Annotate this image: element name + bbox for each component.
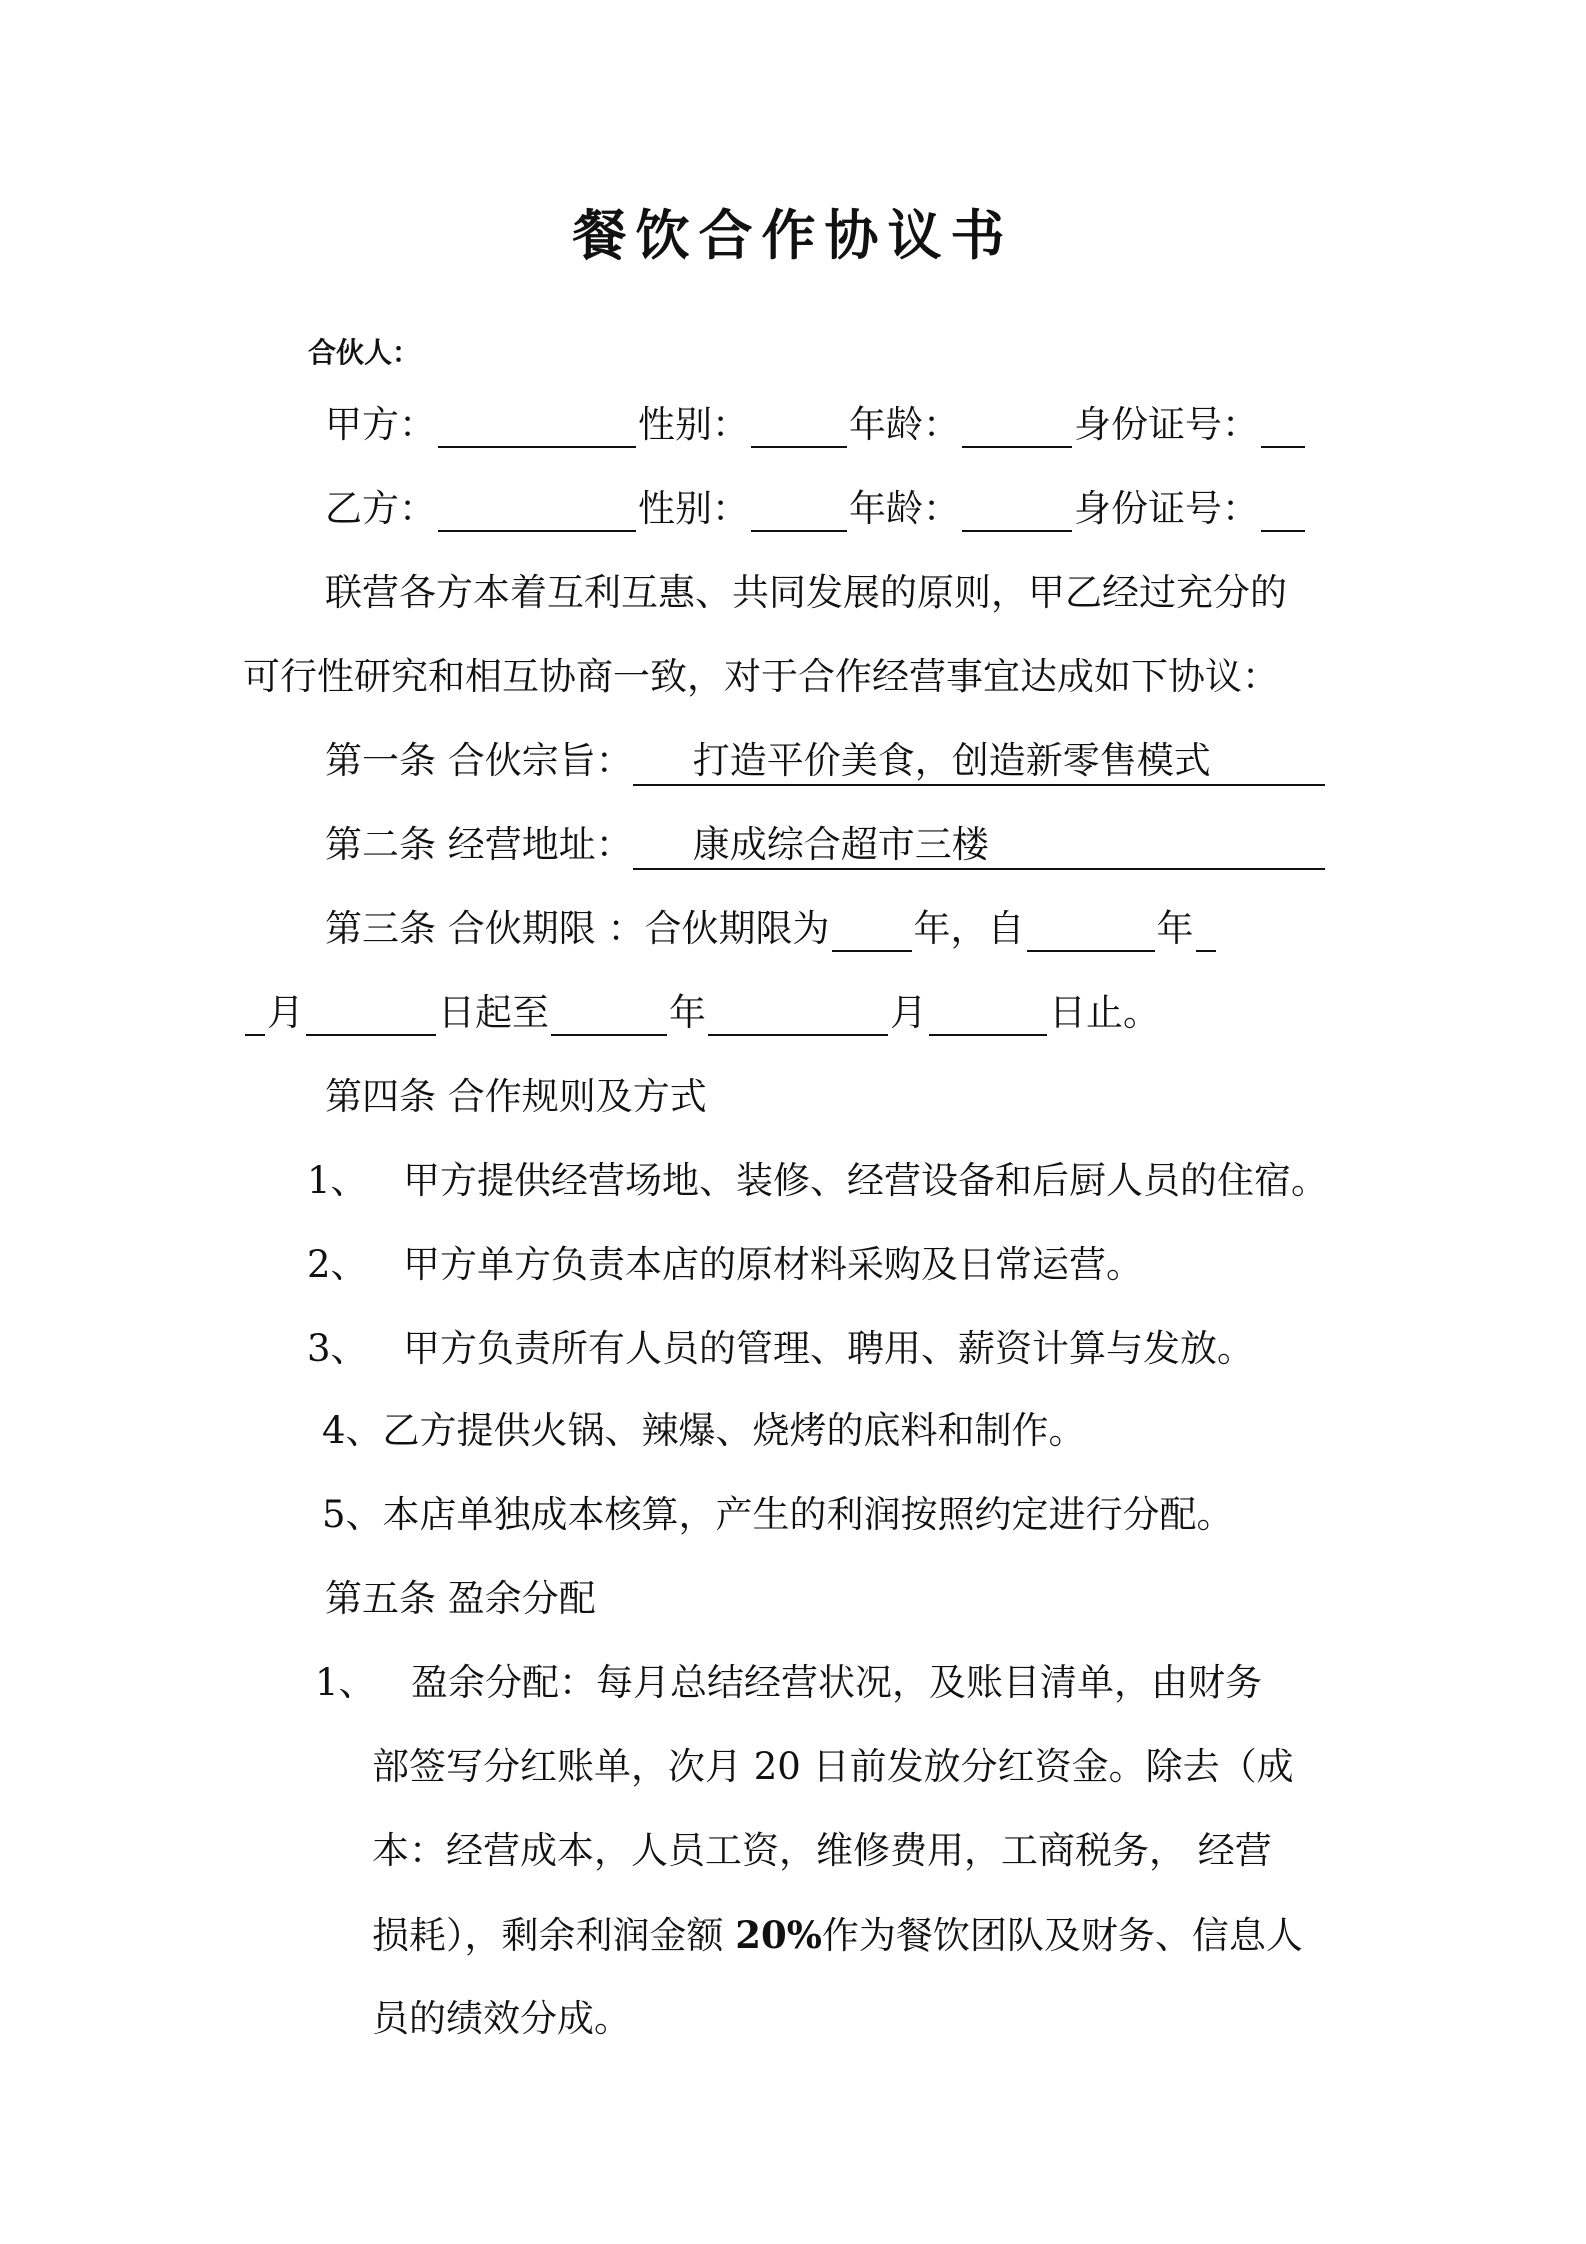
- party-a-id-label: 身份证号：: [1074, 403, 1259, 446]
- list-item-text: 5、本店单独成本核算，产生的利润按照约定进行分配。: [322, 1493, 1234, 1536]
- from-text: 日起至: [438, 991, 549, 1034]
- intro-line-1: 联营各方本着互利互惠、共同发展的原则，甲乙经过充分的: [325, 571, 1287, 614]
- party-a-age-blank[interactable]: [962, 410, 1072, 448]
- profit-percentage: 20%: [735, 1913, 822, 1957]
- article-5-item-line-5: 员的绩效分成。: [372, 1997, 631, 2040]
- article-5-item-line-2: 部签写分红账单，次月 20 日前发放分红资金。除去（成: [372, 1745, 1294, 1788]
- partner-label: 合伙人：: [308, 336, 421, 369]
- end-month-text: 月: [890, 991, 927, 1034]
- article-1: [325, 738, 1325, 786]
- party-a-gender-blank[interactable]: [751, 410, 847, 448]
- article-4-label: 第四条 合作规则及方式: [325, 1075, 707, 1118]
- article-1-label: 第一条 合伙宗旨：: [325, 739, 633, 782]
- end-year-blank[interactable]: [551, 998, 667, 1036]
- party-b-age-blank[interactable]: [962, 494, 1072, 532]
- party-b-label: 乙方：: [325, 487, 436, 530]
- document-title: 餐饮合作协议书: [572, 203, 1014, 267]
- article-5-item-line-4: [372, 1912, 1303, 1959]
- party-a-name-blank[interactable]: [438, 410, 636, 448]
- party-a-id-blank[interactable]: [1261, 410, 1305, 448]
- list-item: [307, 1242, 1143, 1288]
- article-1-value: 打造平价美食，创造新零售模式: [633, 738, 1325, 786]
- party-a-gender-label: 性别：: [638, 403, 749, 446]
- list-item: [307, 1158, 1328, 1204]
- party-a-label: 甲方：: [325, 403, 436, 446]
- party-b-id-label: 身份证号：: [1074, 487, 1259, 530]
- list-item-number: 1、: [307, 1159, 368, 1202]
- list-item-text: 甲方提供经营场地、装修、经营设备和后厨人员的住宿。: [403, 1159, 1328, 1202]
- party-a-line: [325, 402, 1307, 448]
- article-3-line-1: [325, 906, 1218, 952]
- list-item-text: 甲方负责所有人员的管理、聘用、薪资计算与发放。: [403, 1327, 1254, 1370]
- party-b-gender-label: 性别：: [638, 487, 749, 530]
- article-5-text-a: 损耗），剩余利润金额: [372, 1914, 736, 1957]
- article-5-label: 第五条 盈余分配: [325, 1577, 596, 1620]
- article-5-item-line-1: [315, 1660, 1262, 1706]
- start-year-text: 年: [1156, 907, 1194, 950]
- party-b-line: [325, 486, 1307, 532]
- intro-line-2: 可行性研究和相互协商一致，对于合作经营事宜达成如下协议：: [243, 655, 1279, 698]
- start-day-blank[interactable]: [306, 998, 436, 1036]
- list-item-number: 2、: [307, 1243, 368, 1286]
- article-3-line-2: [243, 990, 1160, 1036]
- end-month-blank[interactable]: [708, 998, 888, 1036]
- article-5-item-line-3: 本：经营成本，人员工资，维修费用，工商税务， 经营: [372, 1829, 1272, 1872]
- article-2-label: 第二条 经营地址：: [325, 823, 633, 866]
- article-5-item-number: 1、: [315, 1661, 376, 1704]
- start-month-blank-a[interactable]: [1196, 914, 1216, 952]
- start-month-blank-b[interactable]: [245, 998, 265, 1036]
- list-item-text: 甲方单方负责本店的原材料采购及日常运营。: [403, 1243, 1143, 1286]
- list-item: [322, 1408, 1086, 1454]
- party-b-name-blank[interactable]: [438, 494, 636, 532]
- start-month-text: 月: [267, 991, 304, 1034]
- party-a-age-label: 年龄：: [849, 403, 960, 446]
- end-day-blank[interactable]: [929, 998, 1047, 1036]
- party-b-age-label: 年龄：: [849, 487, 960, 530]
- term-years-blank[interactable]: [832, 914, 912, 952]
- article-5-text-c: 作为餐饮团队及财务、信息人: [821, 1914, 1303, 1957]
- party-b-gender-blank[interactable]: [751, 494, 847, 532]
- list-item: [322, 1492, 1234, 1538]
- end-text: 日止。: [1049, 991, 1160, 1034]
- party-b-id-blank[interactable]: [1261, 494, 1305, 532]
- article-2-value: 康成综合超市三楼: [633, 822, 1325, 870]
- list-item-number: 3、: [307, 1327, 368, 1370]
- list-item-text: 4、乙方提供火锅、辣爆、烧烤的底料和制作。: [322, 1409, 1086, 1452]
- article-2: [325, 822, 1325, 870]
- end-year-text: 年: [669, 991, 706, 1034]
- article-5-item-text: 盈余分配：每月总结经营状况，及账目清单，由财务: [411, 1661, 1262, 1704]
- list-item: [307, 1326, 1254, 1372]
- article-3-label: 第三条 合伙期限 ：合伙期限为: [325, 907, 830, 950]
- term-year-text: 年，自: [913, 907, 1025, 950]
- start-year-blank[interactable]: [1027, 914, 1155, 952]
